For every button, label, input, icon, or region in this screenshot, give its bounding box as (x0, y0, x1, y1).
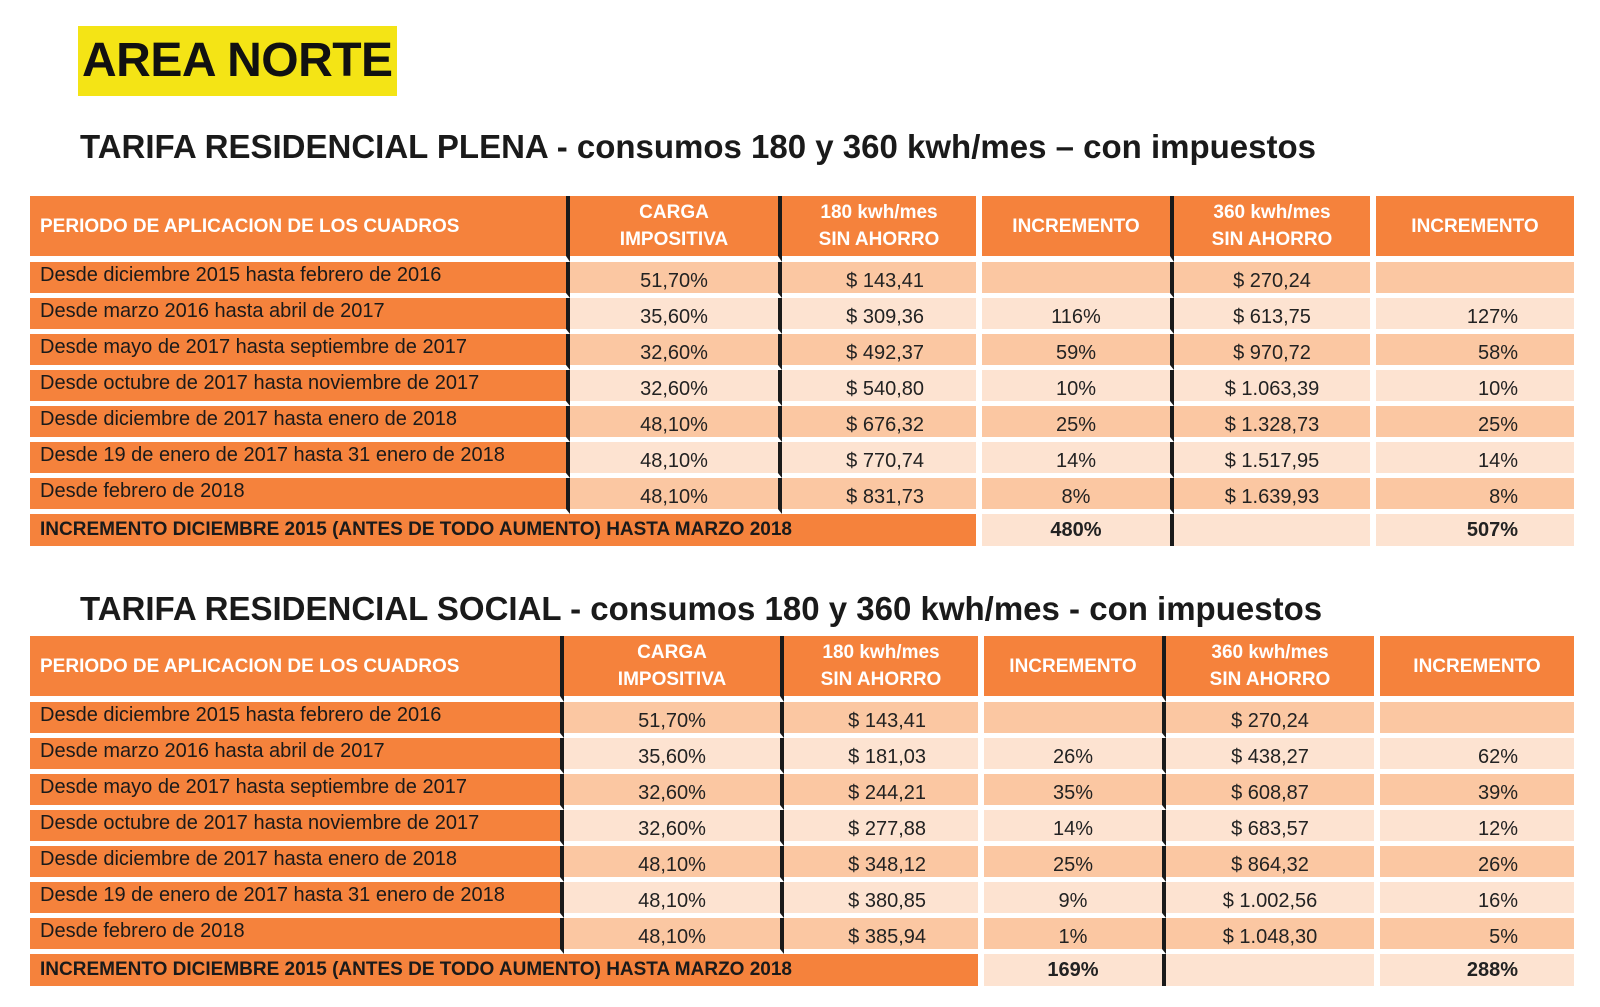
cell-180: $ 831,73 (782, 478, 982, 514)
cell-180: $ 181,03 (784, 738, 984, 774)
cell-carga: 48,10% (570, 478, 782, 514)
cell-360: $ 970,72 (1174, 334, 1376, 370)
cell-incremento-180: 35% (984, 774, 1166, 810)
table-plena (30, 196, 1574, 546)
cell-incremento-360: 5% (1380, 918, 1574, 954)
cell-incremento-180: 1% (984, 918, 1166, 954)
header-360-line2: SIN AHORRO (1211, 229, 1333, 250)
header-180-line1: 180 kwh/mes (822, 642, 940, 663)
cell-incremento-180: 9% (984, 882, 1166, 918)
cell-180: $ 348,12 (784, 846, 984, 882)
header-incremento-360: INCREMENTO (1380, 636, 1574, 702)
cell-incremento-360: 14% (1376, 442, 1574, 478)
table-plena-body (30, 262, 1574, 514)
cell-360: $ 864,32 (1166, 846, 1380, 882)
cell-360: $ 1.517,95 (1174, 442, 1376, 478)
cell-carga: 32,60% (570, 370, 782, 406)
cell-periodo: Desde mayo de 2017 hasta septiembre de 2017 (30, 334, 570, 370)
cell-360: $ 1.048,30 (1166, 918, 1380, 954)
header-360-line1: 360 kwh/mes (1211, 642, 1329, 663)
cell-periodo: Desde marzo 2016 hasta abril de 2017 (30, 298, 570, 334)
cell-periodo: Desde octubre de 2017 hasta noviembre de 2017 (30, 810, 564, 846)
cell-incremento-360: 16% (1380, 882, 1574, 918)
total-180: 480% (982, 514, 1174, 546)
total-empty (1174, 514, 1376, 546)
cell-incremento-180: 14% (982, 442, 1174, 478)
cell-carga: 48,10% (564, 882, 784, 918)
cell-360: $ 608,87 (1166, 774, 1380, 810)
table-row (30, 738, 1574, 774)
table-row (30, 810, 1574, 846)
cell-incremento-360: 127% (1376, 298, 1574, 334)
header-periodo: PERIODO DE APLICACION DE LOS CUADROS (30, 636, 564, 702)
cell-180: $ 540,80 (782, 370, 982, 406)
table-row (30, 882, 1574, 918)
cell-180: $ 277,88 (784, 810, 984, 846)
header-180 (782, 196, 982, 262)
header-carga-line2: IMPOSITIVA (617, 669, 727, 690)
cell-periodo: Desde marzo 2016 hasta abril de 2017 (30, 738, 564, 774)
cell-incremento-180 (984, 702, 1166, 738)
area-title: AREA NORTE (78, 26, 397, 96)
header-360-line2: SIN AHORRO (1209, 669, 1331, 690)
header-360 (1174, 196, 1376, 262)
section-title-plena-bold: TARIFA RESIDENCIAL PLENA (80, 128, 548, 165)
cell-incremento-180: 10% (982, 370, 1174, 406)
cell-periodo: Desde 19 de enero de 2017 hasta 31 enero de 2018 (30, 882, 564, 918)
table-row (30, 918, 1574, 954)
header-carga (570, 196, 782, 262)
table-row (30, 406, 1574, 442)
header-incremento-360: INCREMENTO (1376, 196, 1574, 262)
cell-carga: 35,60% (564, 738, 784, 774)
cell-180: $ 676,32 (782, 406, 982, 442)
table-row (30, 702, 1574, 738)
cell-180: $ 492,37 (782, 334, 982, 370)
cell-360: $ 1.002,56 (1166, 882, 1380, 918)
cell-360: $ 438,27 (1166, 738, 1380, 774)
header-carga (564, 636, 784, 702)
cell-periodo: Desde diciembre 2015 hasta febrero de 2016 (30, 702, 564, 738)
table-row (30, 370, 1574, 406)
cell-180: $ 770,74 (782, 442, 982, 478)
cell-carga: 48,10% (570, 442, 782, 478)
cell-periodo: Desde febrero de 2018 (30, 918, 564, 954)
total-row (30, 514, 1574, 546)
cell-360: $ 1.063,39 (1174, 370, 1376, 406)
cell-carga: 32,60% (570, 334, 782, 370)
cell-incremento-360: 26% (1380, 846, 1574, 882)
table-social-body (30, 702, 1574, 954)
cell-incremento-180: 25% (982, 406, 1174, 442)
cell-180: $ 309,36 (782, 298, 982, 334)
cell-incremento-360 (1376, 262, 1574, 298)
total-label: INCREMENTO DICIEMBRE 2015 (ANTES DE TODO AUMENTO) HASTA MARZO 2018 (30, 514, 982, 546)
header-carga-line1: CARGA (637, 642, 707, 663)
total-empty (1166, 954, 1380, 986)
header-360 (1166, 636, 1380, 702)
cell-incremento-360: 12% (1380, 810, 1574, 846)
cell-180: $ 380,85 (784, 882, 984, 918)
total-row (30, 954, 1574, 986)
table-social (30, 636, 1574, 986)
header-180-line2: SIN AHORRO (820, 669, 942, 690)
total-180: 169% (984, 954, 1166, 986)
cell-incremento-360: 8% (1376, 478, 1574, 514)
table-row (30, 298, 1574, 334)
cell-180: $ 244,21 (784, 774, 984, 810)
table-row (30, 478, 1574, 514)
cell-incremento-180 (982, 262, 1174, 298)
cell-360: $ 270,24 (1166, 702, 1380, 738)
cell-periodo: Desde febrero de 2018 (30, 478, 570, 514)
cell-360: $ 613,75 (1174, 298, 1376, 334)
cell-carga: 32,60% (564, 810, 784, 846)
header-180-line2: SIN AHORRO (818, 229, 940, 250)
cell-incremento-180: 26% (984, 738, 1166, 774)
cell-carga: 48,10% (564, 846, 784, 882)
cell-incremento-360: 58% (1376, 334, 1574, 370)
cell-carga: 35,60% (570, 298, 782, 334)
cell-periodo: Desde diciembre de 2017 hasta enero de 2018 (30, 846, 564, 882)
table-header-row (30, 196, 1574, 262)
section-title-plena (80, 128, 1316, 166)
table-header-row (30, 636, 1574, 702)
header-carga-line2: IMPOSITIVA (619, 229, 729, 250)
header-incremento-180: INCREMENTO (984, 636, 1166, 702)
cell-carga: 51,70% (570, 262, 782, 298)
cell-incremento-180: 25% (984, 846, 1166, 882)
table-row (30, 262, 1574, 298)
cell-periodo: Desde 19 de enero de 2017 hasta 31 enero de 2018 (30, 442, 570, 478)
cell-180: $ 143,41 (784, 702, 984, 738)
section-title-social (80, 590, 1322, 628)
cell-incremento-360: 10% (1376, 370, 1574, 406)
cell-incremento-180: 59% (982, 334, 1174, 370)
cell-incremento-180: 14% (984, 810, 1166, 846)
cell-carga: 48,10% (570, 406, 782, 442)
cell-incremento-180: 8% (982, 478, 1174, 514)
cell-carga: 48,10% (564, 918, 784, 954)
cell-periodo: Desde mayo de 2017 hasta septiembre de 2017 (30, 774, 564, 810)
cell-incremento-180: 116% (982, 298, 1174, 334)
header-180-line1: 180 kwh/mes (820, 202, 938, 223)
cell-360: $ 1.639,93 (1174, 478, 1376, 514)
table-row (30, 774, 1574, 810)
cell-incremento-360: 25% (1376, 406, 1574, 442)
section-title-plena-rest: - consumos 180 y 360 kwh/mes – con impuestos (547, 128, 1316, 165)
table-row (30, 846, 1574, 882)
section-title-social-bold: TARIFA RESIDENCIAL SOCIAL (80, 590, 561, 627)
section-title-social-rest: - consumos 180 y 360 kwh/mes - con impuestos (560, 590, 1323, 627)
cell-periodo: Desde diciembre 2015 hasta febrero de 2016 (30, 262, 570, 298)
cell-carga: 51,70% (564, 702, 784, 738)
header-incremento-180: INCREMENTO (982, 196, 1174, 262)
cell-incremento-360: 39% (1380, 774, 1574, 810)
header-carga-line1: CARGA (639, 202, 709, 223)
cell-180: $ 143,41 (782, 262, 982, 298)
header-180 (784, 636, 984, 702)
table-row (30, 334, 1574, 370)
cell-periodo: Desde diciembre de 2017 hasta enero de 2018 (30, 406, 570, 442)
total-label: INCREMENTO DICIEMBRE 2015 (ANTES DE TODO AUMENTO) HASTA MARZO 2018 (30, 954, 984, 986)
cell-180: $ 385,94 (784, 918, 984, 954)
header-360-line1: 360 kwh/mes (1213, 202, 1331, 223)
cell-360: $ 683,57 (1166, 810, 1380, 846)
table-row (30, 442, 1574, 478)
cell-360: $ 1.328,73 (1174, 406, 1376, 442)
total-360: 507% (1376, 514, 1574, 546)
header-periodo: PERIODO DE APLICACION DE LOS CUADROS (30, 196, 570, 262)
cell-carga: 32,60% (564, 774, 784, 810)
cell-360: $ 270,24 (1174, 262, 1376, 298)
cell-incremento-360 (1380, 702, 1574, 738)
total-360: 288% (1380, 954, 1574, 986)
cell-incremento-360: 62% (1380, 738, 1574, 774)
cell-periodo: Desde octubre de 2017 hasta noviembre de 2017 (30, 370, 570, 406)
